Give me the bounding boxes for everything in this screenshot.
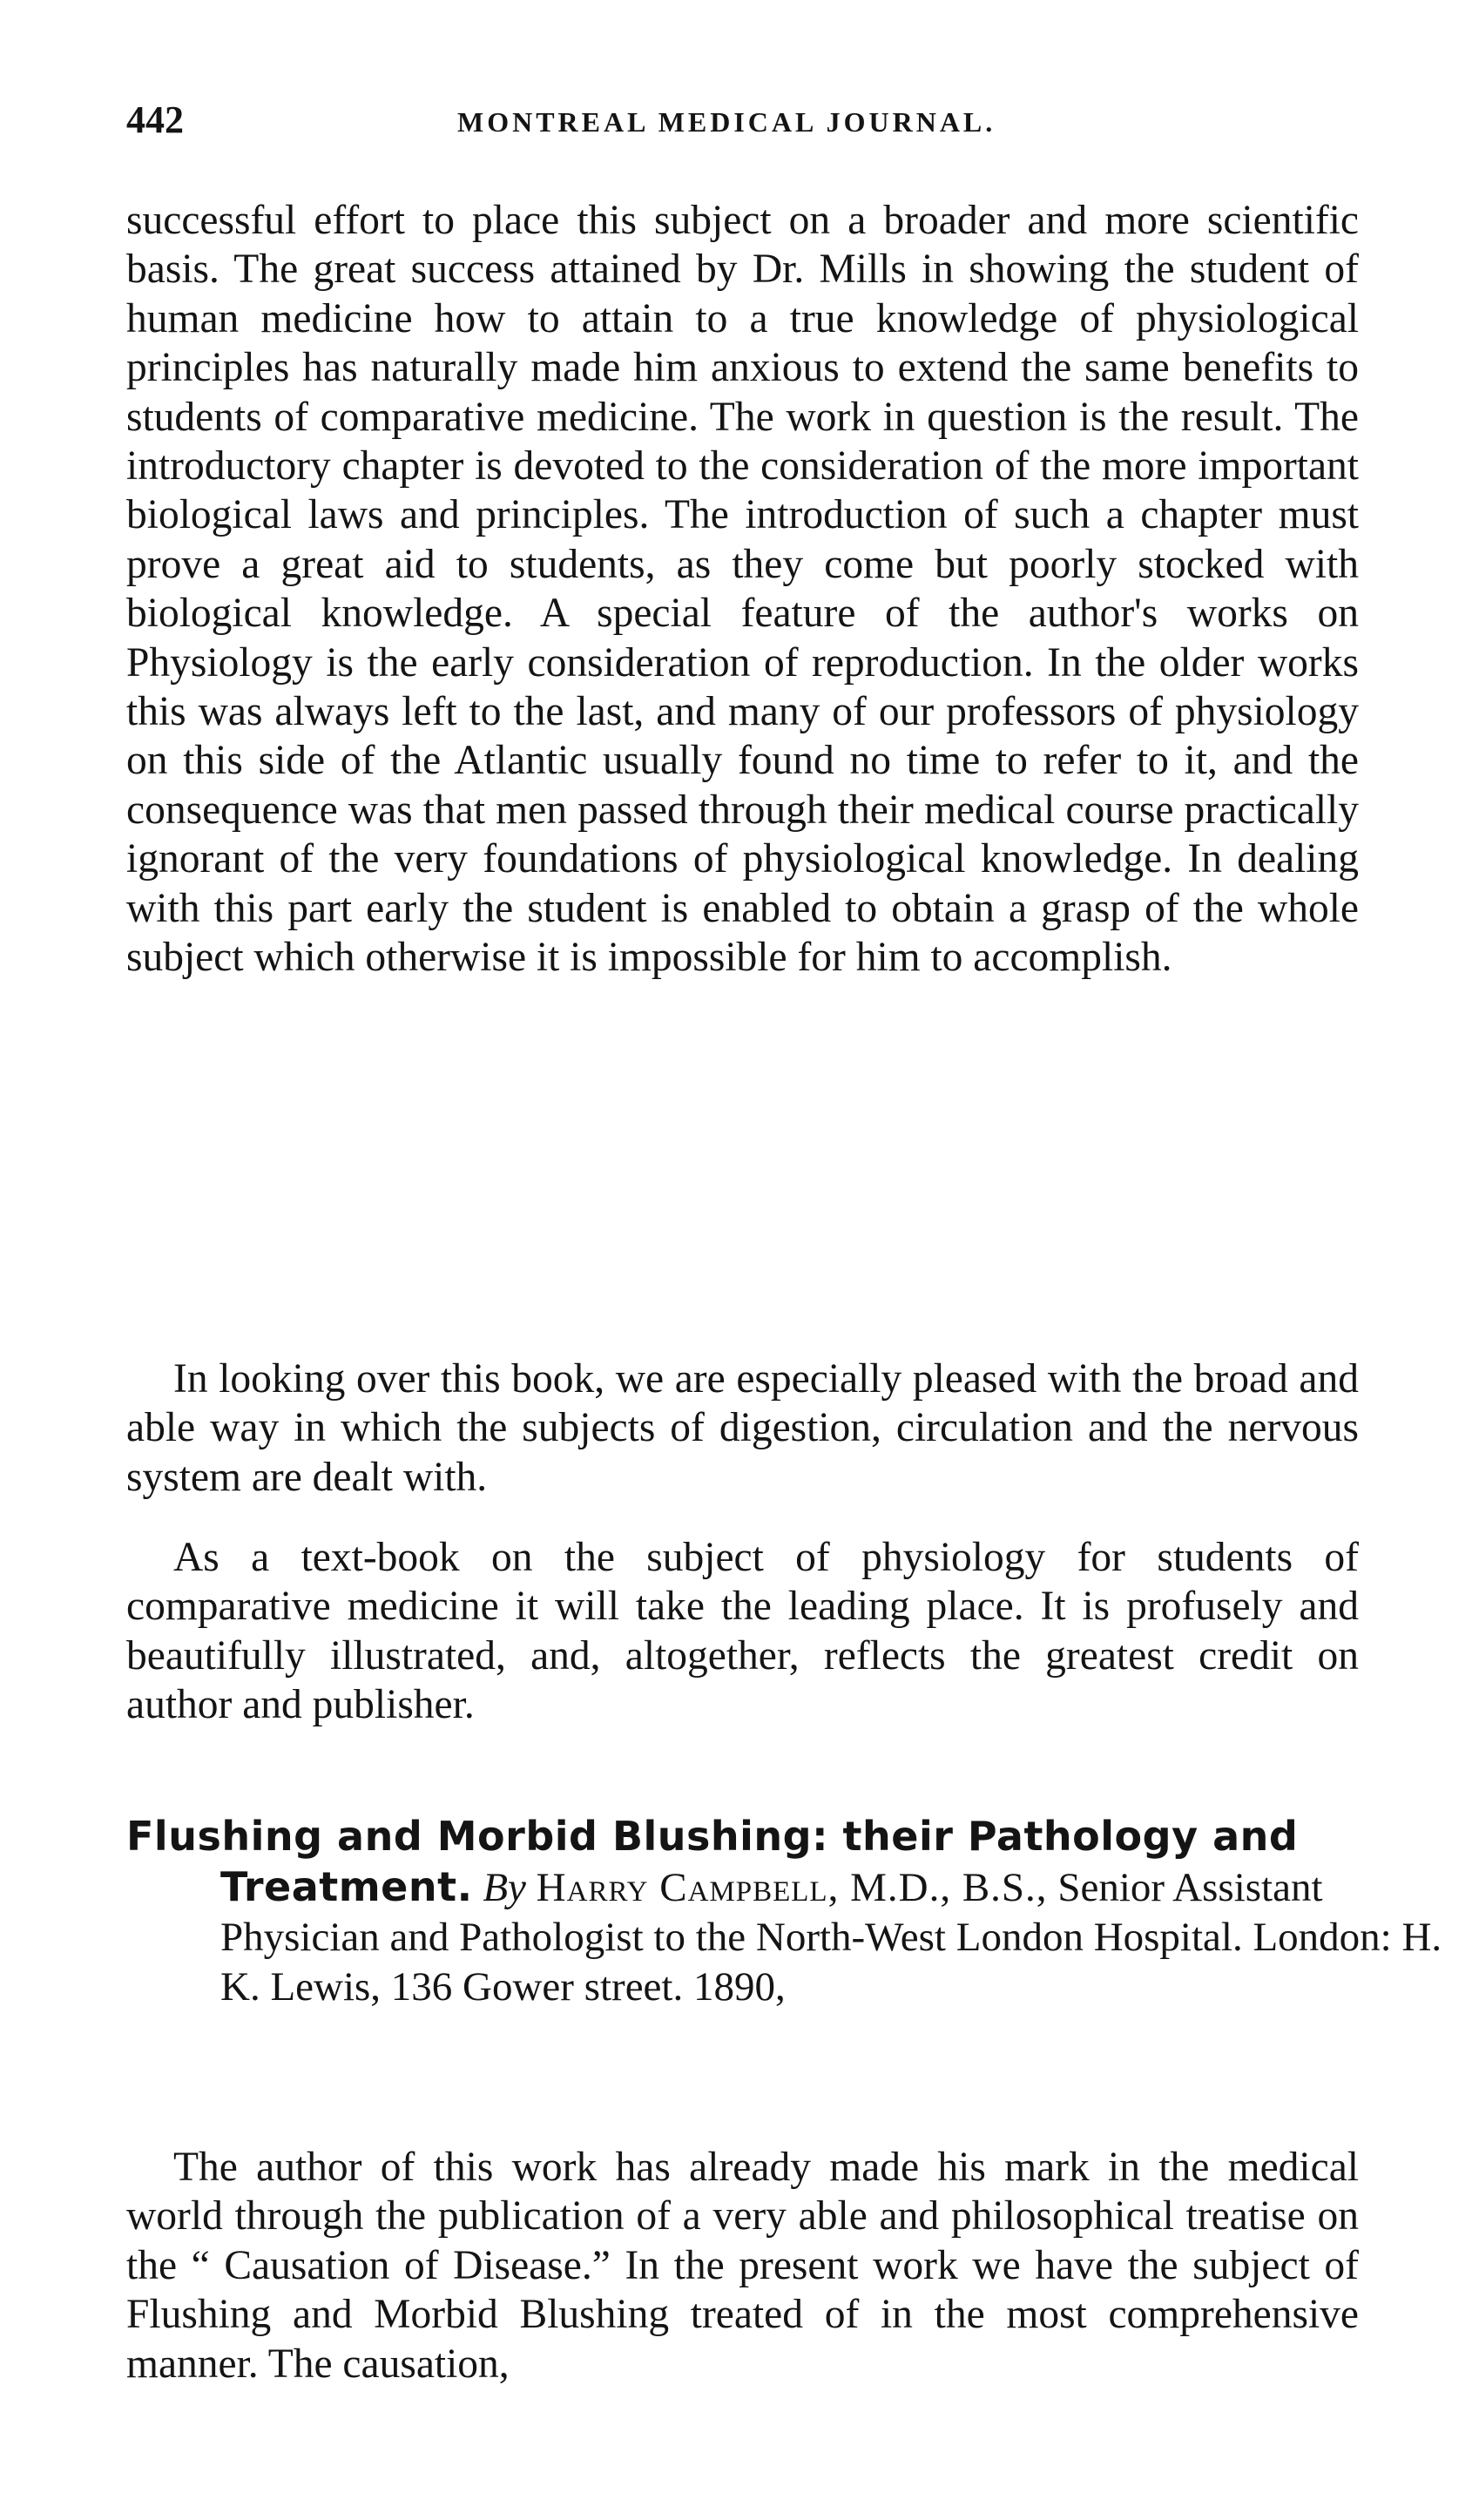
review-paragraph-continued: successful effort to place this subject on a broader and more scientific basis. The great success attained by Dr. Mills in showing the student of human medicine how to attain to a true knowledge of physiological principles has naturally made him anxious to extend the same benefits to students of comparative medicine. The work in question is the result. The introductory chapter is devoted to the consideration of the more important biological laws and principles. The introduction of such a chapter must prove a great aid to students, as they come but poorly stocked with biological knowledge. A special feature of the author's works on Physiology is the early consideration of reproduction. In the older works this was always left to the last, and many of our professors of physiology on this side of the Atlantic usually found no time to refer to it, and the consequence was that men passed through their medical course practically ignorant of the very foundations of physiological knowledge. In dealing with this part early the student is enabled to obtain a grasp of the whole subject which otherwise it is impossible for him to accomplish. <box>126 198 1359 981</box>
new-review-paragraph: The author of this work has already made his mark in the medical world through the publication of a very able and philosophical treatise on the “ Causation of Disease.” In the present work we have the subject of Flushing and Morbid Blushing treated of in the most comprehensive manner. The causation, <box>126 2145 1359 2387</box>
book-author: Harry Campbell, M.D., B.S., <box>536 1865 1048 1910</box>
book-publication-details: Senior Assistant Physician and Pathologist to the North-West London Hospital. London: H. K. Lewis, 136 Gower street. 1890, <box>220 1865 1442 2010</box>
running-header <box>126 98 1363 150</box>
review-paragraph-conclusion: As a text-book on the subject of physiology for students of comparative medicine it will take the leading place. It is profusely and beautifully illustrated, and, altogether, reflects the greatest credit on author and publisher. <box>126 1535 1359 1728</box>
book-review-heading <box>126 1812 1457 2012</box>
page-number: 442 <box>126 98 184 141</box>
book-title: Flushing and Morbid Blushing: their Pathology and Treatment. <box>126 1813 1299 1910</box>
journal-title: MONTREAL MEDICAL JOURNAL. <box>457 106 996 138</box>
review-paragraph-praise: In looking over this book, we are especially pleased with the broad and able way in which the subjects of digestion, circulation and the nervous system are dealt with. <box>126 1356 1359 1500</box>
book-by: By <box>483 1865 526 1910</box>
